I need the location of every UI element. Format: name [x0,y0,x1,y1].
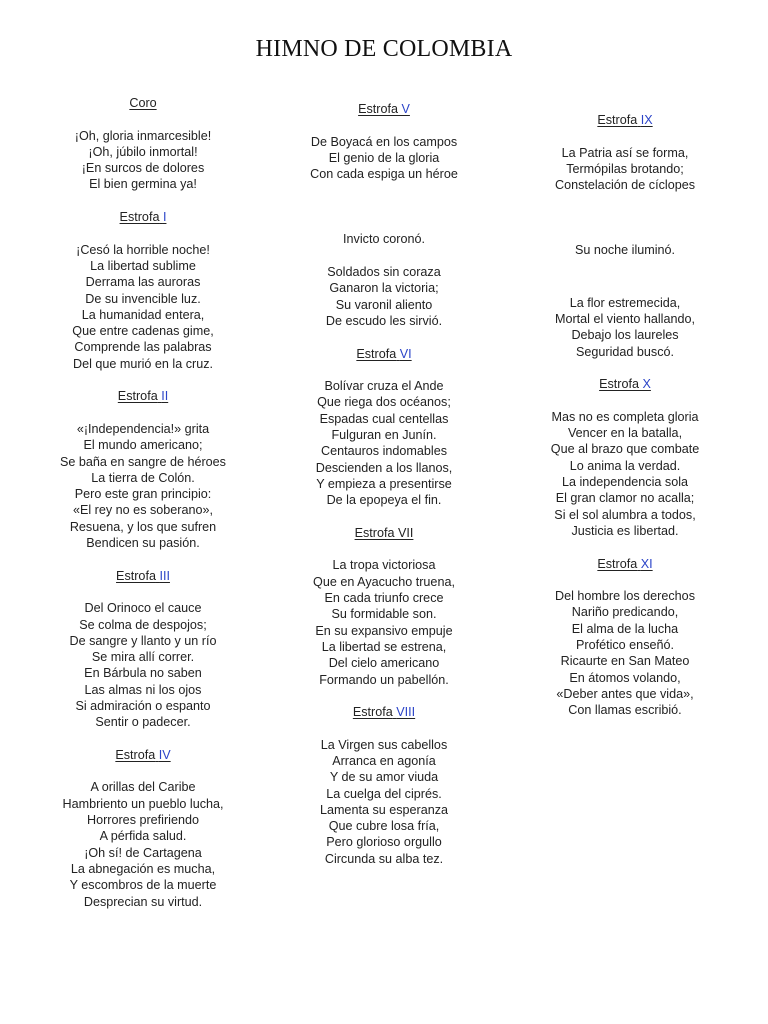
verse-line: Del que murió en la cruz. [73,356,213,371]
verse-line: Su noche iluminó. [574,243,676,258]
verse-line: Su formidable son. [331,607,437,622]
verse-line: Termópilas brotando; [566,161,684,176]
verse-line: Las almas ni los ojos [84,682,202,697]
verse-line: Formando un pabellón. [319,672,449,687]
verse-line: Con llamas escribió. [568,703,682,718]
strophe-x [505,376,745,539]
verse-line: Sentir o padecer. [95,715,191,730]
verse-line: Arranca en agonía [332,753,436,768]
strophe-label: Estrofa [358,102,398,116]
verse-line: Que al brazo que combate [550,442,700,457]
verse-line: La libertad sublime [90,258,196,273]
strophe-label: Estrofa [354,525,395,540]
strophe-heading [505,376,745,392]
verse-line: Fulguran en Junín. [331,428,437,443]
verse-line: «Deber antes que vida», [556,686,694,701]
verse-line: Se baña en sangre de héroes [60,454,226,469]
strophe-vii [264,525,504,688]
verse-line: La libertad se estrena, [321,639,447,654]
verse-line: Y empieza a presentirse [316,476,452,491]
verse-line: «¡Independencia!» grita [76,421,210,436]
strophe-label: Estrofa [115,747,156,762]
verse-line: La humanidad entera, [81,307,205,322]
verse-line: Resuena, y los que sufren [69,519,217,534]
strophe-ii [23,388,263,551]
verse-line: A pérfida salud. [99,829,187,844]
verse-line: Descienden a los llanos, [315,460,453,475]
verse-line: Y escombros de la muerte [69,878,217,893]
strophe-heading [264,101,504,117]
strophe-number: XI [640,556,653,571]
strophe-xi [505,556,745,719]
verse-line: Y de su amor viuda [329,770,439,785]
document-title: HIMNO DE COLOMBIA [255,36,513,62]
verse-line: En átomos volando, [569,670,681,685]
strophe-heading [23,209,263,225]
strophe-heading [505,556,745,572]
strophe-number: IV [158,747,171,762]
strophe-number: II [161,389,169,404]
strophe-label: Estrofa [599,377,639,392]
verse-line: Soldados sin coraza [327,265,441,280]
verse-line: Profético enseñó. [575,638,674,653]
verse-line: De sangre y llanto y un río [69,633,217,648]
strophe-number: III [159,568,170,583]
verse-line: La flor estremecida, [569,295,681,310]
strophe-vi [264,346,504,509]
strophe-iii [23,568,263,731]
verse-line: La independencia sola [561,475,689,490]
verse-line: Espadas cual centellas [319,411,449,426]
verse-line: La tropa victoriosa [332,558,436,573]
verse-line: El gran clamor no acalla; [555,491,695,506]
verse-line: Se colma de despojos; [79,617,207,632]
verse-line: Invicto coronó. [343,232,425,247]
verse-line: Debajo los laureles [571,328,679,343]
strophe-ix [505,112,745,360]
verse-line: Lamenta su esperanza [319,802,449,817]
strophe-number: IX [640,113,653,127]
verse-line: ¡Cesó la horrible noche! [76,242,210,257]
strophe-heading [264,525,504,541]
strophe-number: V [401,102,410,116]
verse-line: Que cubre losa fría, [328,819,440,834]
verse-line: La Virgen sus cabellos [320,737,448,752]
verse-line: Horrores prefiriendo [87,813,199,828]
verse-line: Que en Ayacucho truena, [313,574,455,589]
strophe-i [23,209,263,372]
verse-line: Vencer en la batalla, [567,426,683,441]
verse-line: De escudo les sirvió. [325,313,443,328]
verse-line: Seguridad buscó. [575,344,675,359]
verse-line: Justicia es libertad. [571,523,679,538]
verse-line: En su expansivo empuje [315,623,453,638]
verse-line: Comprende las palabras [74,340,212,355]
strophe-number: I [162,210,167,225]
verse-line: A orillas del Caribe [90,780,196,795]
verse-line: Del cielo americano [328,656,440,671]
verse-line: Ganaron la victoria; [329,281,439,296]
strophe-label: Estrofa [119,210,160,225]
verse-line: Nariño predicando, [571,605,679,620]
verse-line: Del Orinoco el cauce [84,601,202,616]
verse-line: Si el sol alumbra a todos, [554,507,696,522]
verse-line: ¡Oh, júbilo inmortal! [88,144,198,159]
verse-line: Hambriento un pueblo lucha, [62,796,224,811]
coro-lines [23,128,263,193]
verse-line: ¡Oh, gloria inmarcesible! [74,128,212,143]
strophe-viii [264,704,504,867]
verse-line: Con cada espiga un héroe [310,167,458,182]
verse-line: El bien germina ya! [89,177,197,192]
verse-line: ¡En surcos de dolores [81,161,205,176]
strophe-label: Estrofa [356,346,397,361]
verse-line: La tierra de Colón. [91,470,195,485]
strophe-iv [23,747,263,910]
verse-line: Constelación de cíclopes [554,178,695,193]
verse-line: Que riega dos océanos; [317,395,451,410]
strophe-label: Estrofa [117,389,158,404]
verse-line: Mas no es completa gloria [551,409,699,424]
verse-line: Si admiración o espanto [75,698,211,713]
verse-line: ¡Oh sí! de Cartagena [84,845,202,860]
verse-line: El genio de la gloria [328,150,440,165]
column-1 [23,95,263,910]
strophe-v [264,101,504,329]
verse-line: La cuelga del ciprés. [326,786,442,801]
verse-line: El mundo americano; [83,438,203,453]
verse-line: Que entre cadenas gime, [72,324,214,339]
verse-line: Circunda su alba tez. [324,851,444,866]
verse-line: Pero glorioso orgullo [326,835,442,850]
strophe-label: Estrofa [116,568,156,583]
verse-line: De su invencible luz. [85,291,201,306]
verse-line: La abnegación es mucha, [70,861,216,876]
strophe-heading [23,568,263,584]
verse-line: En Bárbula no saben [84,666,202,681]
verse-line: El alma de la lucha [571,621,679,636]
column-3 [505,112,745,719]
verse-line: Desprecian su virtud. [83,894,203,909]
strophe-label: Estrofa [352,705,393,720]
strophe-number: VII [398,525,414,540]
column-2 [264,101,504,867]
verse-line: Del hombre los derechos [554,589,695,604]
verse-line: Bendicen su pasión. [86,536,200,551]
strophe-heading [264,704,504,720]
verse-line: Mortal el viento hallando, [554,312,695,327]
strophe-number: VIII [396,705,416,720]
verse-line: Se mira allí correr. [91,650,195,665]
verse-line: Pero este gran principio: [74,487,212,502]
verse-line: Centauros indomables [320,444,447,459]
verse-line: En cada triunfo crece [324,591,444,606]
verse-line: De Boyacá en los campos [310,134,458,149]
strophe-label: Estrofa [597,113,638,127]
coro-heading: Coro [129,96,157,110]
verse-line: Derrama las auroras [85,275,201,290]
verse-line: Bolívar cruza el Ande [324,379,444,394]
verse-line: «El rey no es soberano», [72,503,214,518]
strophe-number: X [642,377,651,392]
strophe-label: Estrofa [597,556,638,571]
coro-section [23,95,263,193]
verse-line: Su varonil aliento [335,297,433,312]
strophe-heading [505,112,745,128]
verse-line: Lo anima la verdad. [569,458,681,473]
strophe-number: VI [399,346,412,361]
strophe-heading [264,346,504,362]
strophe-heading [23,747,263,763]
verse-line: La Patria así se forma, [561,145,689,160]
verse-line: De la epopeya el fin. [326,493,442,508]
verse-line: Ricaurte en San Mateo [560,654,690,669]
strophe-heading [23,388,263,404]
